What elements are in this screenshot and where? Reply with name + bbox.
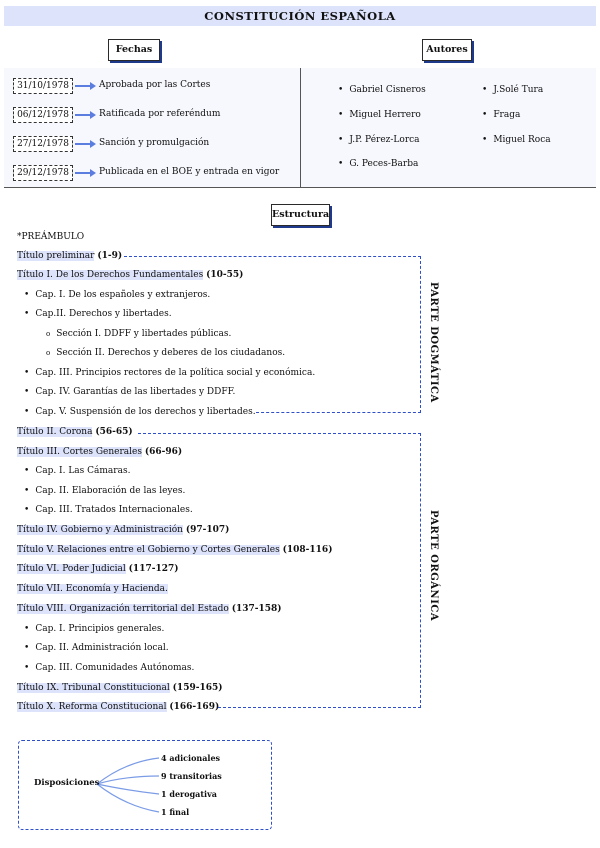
article-range: (108-116)	[282, 545, 333, 555]
connector-line	[97, 758, 159, 784]
bracket-dogmatica-side	[420, 256, 421, 413]
page-title: CONSTITUCIÓN ESPAÑOLA	[4, 6, 596, 26]
capitulo-row: • Cap. III. Principios rectores de la política social y económica.	[24, 366, 315, 380]
capitulo-row: • Cap. V. Suspensión de los derechos y libertades.	[24, 405, 256, 419]
capitulo-row: • Cap. I. Las Cámaras.	[24, 464, 130, 478]
titulo-row	[17, 582, 168, 596]
titulo-row	[17, 268, 243, 282]
disposicion-item: 1 final	[161, 807, 190, 817]
article-range: (66-96)	[144, 447, 183, 457]
fechas-header: Fechas	[108, 39, 160, 61]
arrow-icon	[75, 114, 92, 116]
disposicion-item: 1 derogativa	[161, 789, 217, 799]
arrow-icon	[75, 85, 92, 87]
parte-organica-label: PARTE ORGÁNICA	[428, 510, 439, 622]
capitulo-row: • Cap.II. Derechos y libertades.	[24, 307, 172, 321]
parte-dogmatica-label: PARTE DOGMÁTICA	[428, 282, 439, 403]
author-item: • Miguel Roca	[482, 134, 551, 146]
titulo-row	[17, 543, 332, 557]
titulo-name: Título IX. Tribunal Constitucional	[17, 683, 170, 693]
date-box: 29/12/1978	[13, 165, 73, 181]
titulo-name: Título VII. Economía y Hacienda.	[17, 584, 168, 594]
bracket-organica-bottom	[218, 707, 421, 708]
titulo-name: Título II. Corona	[17, 427, 93, 437]
date-event: Publicada en el BOE y entrada en vigor	[99, 167, 280, 177]
disposiciones-connectors	[95, 752, 165, 822]
capitulo-row: • Cap. IV. Garantías de las libertades y DDFF.	[24, 385, 235, 399]
titulo-name: Título III. Cortes Generales	[17, 447, 142, 457]
titulo-name: Título VI. Poder Judicial	[17, 564, 126, 574]
titulo-name: Título preliminar	[17, 251, 95, 261]
article-range: (166-169)	[169, 702, 220, 712]
article-range: (117-127)	[128, 564, 179, 574]
capitulo-row: • Cap. III. Tratados Internacionales.	[24, 503, 193, 517]
author-item: • Gabriel Cisneros	[338, 84, 426, 96]
titulo-row	[17, 562, 179, 576]
titulo-row	[17, 425, 133, 439]
date-box: 31/10/1978	[13, 78, 73, 94]
article-range: (56-65)	[95, 427, 133, 437]
arrow-icon	[75, 172, 92, 174]
bracket-dogmatica-top	[124, 256, 421, 257]
author-item: • G. Peces-Barba	[338, 158, 418, 170]
capitulo-row: • Cap. I. De los españoles y extranjeros.	[24, 288, 210, 302]
date-box: 27/12/1978	[13, 136, 73, 152]
capitulo-row: • Cap. II. Elaboración de las leyes.	[24, 484, 185, 498]
bracket-dogmatica-bottom	[256, 412, 421, 413]
seccion-row: o Sección I. DDFF y libertades públicas.	[46, 327, 231, 341]
bracket-organica-top	[138, 433, 421, 434]
author-item: • Fraga	[482, 109, 520, 121]
disposicion-item: 9 transitorias	[161, 771, 222, 781]
date-event: Aprobada por las Cortes	[99, 80, 211, 90]
seccion-row: o Sección II. Derechos y deberes de los ciudadanos.	[46, 346, 285, 360]
date-event: Ratificada por referéndum	[99, 109, 221, 119]
titulo-row	[17, 681, 223, 695]
author-item: • J.P. Pérez-Lorca	[338, 134, 420, 146]
info-bottom-rule	[4, 187, 596, 188]
preambulo: *PREÁMBULO	[17, 232, 85, 242]
titulo-name: Título X. Reforma Constitucional	[17, 702, 167, 712]
titulo-row	[17, 700, 219, 714]
estructura-header: Estructura	[271, 204, 330, 226]
capitulo-row: • Cap. III. Comunidades Autónomas.	[24, 661, 194, 675]
article-range: (137-158)	[231, 604, 282, 614]
autores-header: Autores	[422, 39, 472, 61]
titulo-name: Título V. Relaciones entre el Gobierno y Cortes Generales	[17, 545, 280, 555]
titulo-name: Título VIII. Organización territorial del Estado	[17, 604, 229, 614]
titulo-name: Título IV. Gobierno y Administración	[17, 525, 183, 535]
connector-line	[97, 784, 159, 794]
connector-line	[97, 784, 159, 812]
author-item: • J.Solé Tura	[482, 84, 543, 96]
disposicion-item: 4 adicionales	[161, 753, 221, 763]
author-item: • Miguel Herrero	[338, 109, 421, 121]
titulo-name: Título I. De los Derechos Fundamentales	[17, 270, 204, 280]
titulo-row	[17, 249, 122, 263]
date-event: Sanción y promulgación	[99, 138, 210, 148]
arrow-icon	[75, 143, 92, 145]
date-box: 06/12/1978	[13, 107, 73, 123]
disposiciones-label: Disposiciones	[34, 778, 100, 788]
article-range: (1-9)	[97, 251, 123, 261]
article-range: (159-165)	[172, 683, 223, 693]
info-divider	[300, 68, 301, 187]
bracket-organica-side	[420, 433, 421, 708]
article-range: (10-55)	[206, 270, 244, 280]
titulo-row	[17, 602, 282, 616]
capitulo-row: • Cap. I. Principios generales.	[24, 622, 164, 636]
article-range: (97-107)	[185, 525, 230, 535]
capitulo-row: • Cap. II. Administración local.	[24, 641, 169, 655]
titulo-row	[17, 523, 229, 537]
titulo-row	[17, 445, 182, 459]
